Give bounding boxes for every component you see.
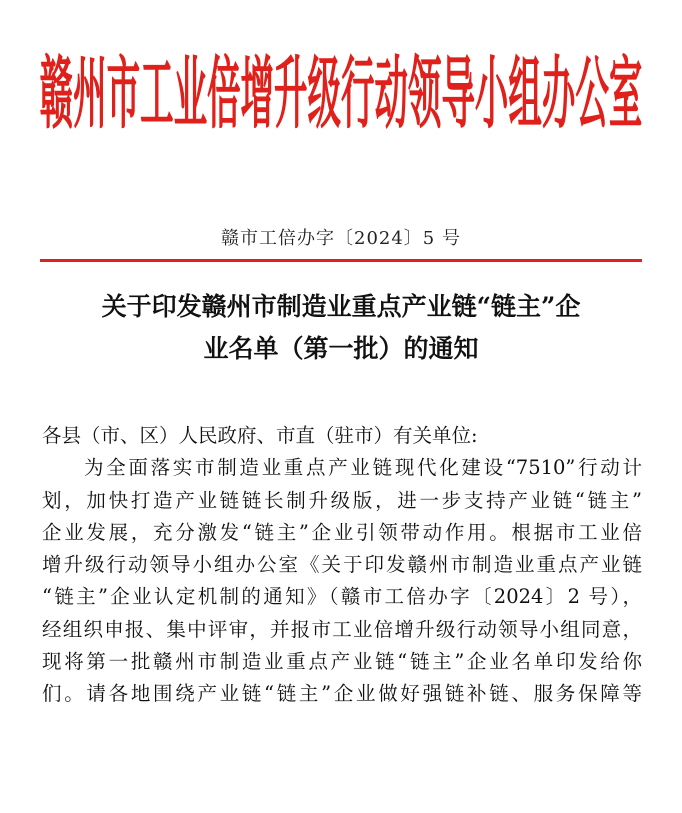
body-line: 现将第一批赣州市制造业重点产业链“链主”企业名单印发给你 xyxy=(42,650,642,674)
body-line: 经组织申报、集中评审，并报市工业倍增升级行动领导小组同意， xyxy=(42,617,642,641)
body-line: “链主”企业认定机制的通知》（赣市工倍办字〔2024〕2 号）， xyxy=(42,585,642,609)
red-divider-line xyxy=(40,259,642,262)
title-line-2: 业名单（第一批）的通知 xyxy=(203,334,479,363)
body-line: 们。请各地围绕产业链“链主”企业做好强链补链、服务保障等 xyxy=(42,682,642,706)
document-title xyxy=(40,286,642,370)
body-line: 划，加快打造产业链链长制升级版，进一步支持产业链“链主” xyxy=(42,488,642,512)
masthead-red-header xyxy=(30,38,652,148)
salutation: 各县（市、区）人民政府、市直（驻市）有关单位: xyxy=(42,424,478,447)
document-body xyxy=(42,420,642,711)
body-line: 增升级行动领导小组办公室《关于印发赣州市制造业重点产业链 xyxy=(42,553,642,577)
body-line: 为全面落实市制造业重点产业链现代化建设“7510”行动计 xyxy=(84,456,642,480)
title-line-1: 关于印发赣州市制造业重点产业链“链主”企 xyxy=(101,292,581,321)
document-number: 赣市工倍办字〔2024〕5 号 xyxy=(221,228,461,249)
body-line: 企业发展，充分激发“链主”企业引领带动作用。根据市工业倍 xyxy=(42,520,642,544)
masthead-text: 赣州市工业倍增升级行动领导小组办公室 xyxy=(39,46,643,140)
